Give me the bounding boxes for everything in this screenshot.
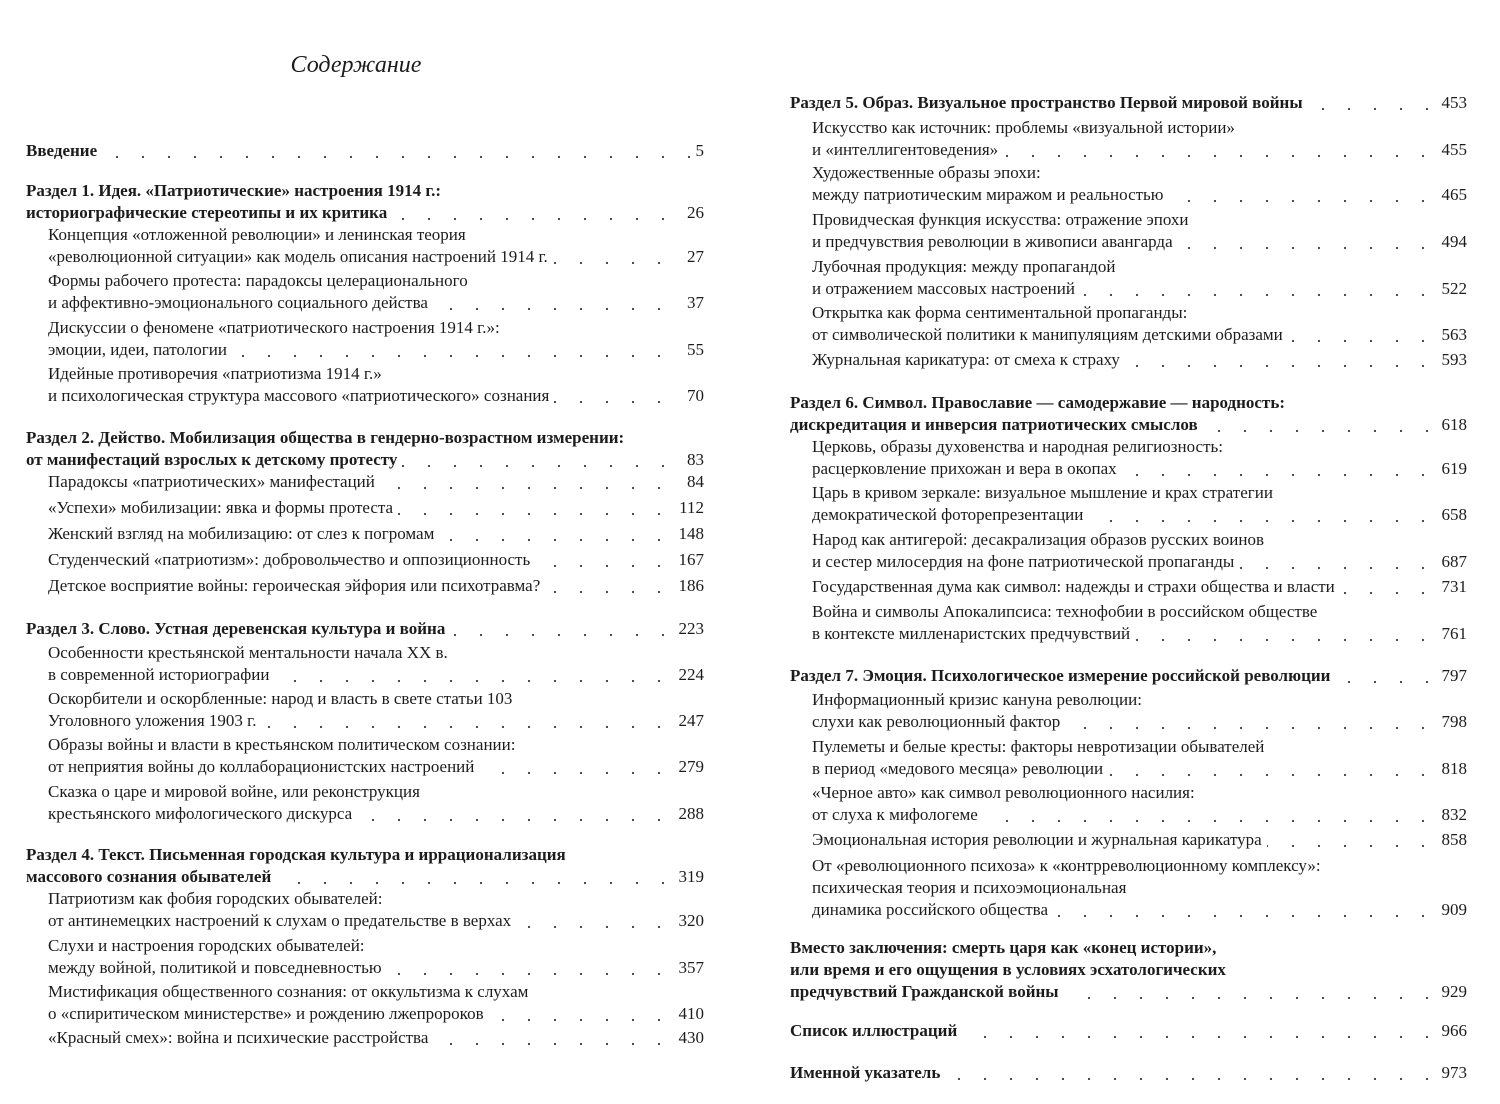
toc-entry-title: между войной, политикой и повседневностью: [48, 957, 387, 979]
toc-page-number: 818: [1436, 758, 1468, 780]
toc-entry-title: в современной историографии: [48, 664, 274, 686]
toc-entry-line: [790, 981, 1467, 1003]
toc-page-number: 563: [1436, 324, 1468, 346]
toc-entry-title: и «интеллигентоведения»: [812, 139, 1003, 161]
toc-entry-line: [48, 664, 704, 686]
page-title: Содержание: [290, 52, 422, 78]
toc-page-number: 465: [1436, 184, 1468, 206]
toc-entry-line: [812, 576, 1467, 598]
toc-entry-title: Художественные образы эпохи:: [812, 162, 1046, 184]
toc-entry-line: [812, 529, 1467, 551]
toc-entry-title: Раздел 3. Слово. Устная деревенская культура и война: [26, 618, 450, 640]
toc-entry-line: [48, 910, 704, 932]
toc-entry-title: крестьянского мифологического дискурса: [48, 803, 357, 825]
toc-page-number: 319: [673, 866, 705, 888]
toc-page-number: 929: [1436, 981, 1468, 1003]
toc-entry-line: [48, 575, 704, 597]
toc-entry-line: [812, 804, 1467, 826]
toc-entry-line: [48, 756, 704, 778]
toc-page-number: 5: [690, 140, 705, 162]
toc-entry-title: от символической политики к манипуляциям детскими образами: [812, 324, 1288, 346]
toc-page-number: 247: [673, 710, 705, 732]
toc-page-number: 223: [673, 618, 705, 640]
toc-entry-line: [26, 866, 704, 888]
toc-page-number: 453: [1436, 92, 1468, 114]
toc-entry-line: [48, 339, 704, 361]
toc-page-number: 357: [673, 957, 705, 979]
toc-entry-line: [812, 349, 1467, 371]
toc-entry-title: Раздел 7. Эмоция. Психологическое измерение российской революции: [790, 665, 1335, 687]
toc-page-number: 288: [673, 803, 705, 825]
toc-entry-title: массового сознания обывателей: [26, 866, 276, 888]
toc-entry-line: [812, 758, 1467, 780]
toc-entry-title: Список иллюстраций: [790, 1020, 962, 1042]
toc-entry-title: Дискуссии о феномене «патриотического настроения 1914 г.»:: [48, 317, 505, 339]
toc-entry-line: [812, 139, 1467, 161]
toc-entry-line: [48, 935, 704, 957]
toc-entry-title: Раздел 4. Текст. Письменная городская культура и иррационализация: [26, 844, 571, 866]
toc-entry-title: слухи как революционный фактор: [812, 711, 1065, 733]
toc-page-number: 27: [681, 246, 704, 268]
toc-entry-title: Пулеметы и белые кресты: факторы невротизации обывателей: [812, 736, 1269, 758]
toc-entry-line: [812, 736, 1467, 758]
toc-entry-line: [48, 270, 704, 292]
toc-page-number: 455: [1436, 139, 1468, 161]
toc-entry-line: [790, 665, 1467, 687]
toc-entry-title: эмоции, идеи, патологии: [48, 339, 232, 361]
toc-entry-title: дискредитация и инверсия патриотических смыслов: [790, 414, 1203, 436]
toc-entry-line: [812, 209, 1467, 231]
toc-entry-line: [790, 1062, 1467, 1084]
toc-page-number: 83: [681, 449, 704, 471]
toc-entry-title: «Черное авто» как символ революционного насилия:: [812, 782, 1200, 804]
toc-entry-title: от манифестаций взрослых к детскому протесту: [26, 449, 402, 471]
toc-entry-line: [48, 497, 704, 519]
toc-entry-line: [812, 877, 1467, 899]
toc-page-number: 26: [681, 202, 704, 224]
toc-entry-line: [812, 324, 1467, 346]
toc-page-number: 410: [673, 1003, 705, 1025]
toc-page-number: 858: [1436, 829, 1468, 851]
toc-entry-title: Идейные противоречия «патриотизма 1914 г.»: [48, 363, 387, 385]
toc-entry-title: «Успехи» мобилизации: явка и формы протеста: [48, 497, 398, 519]
toc-entry-title: Уголовного уложения 1903 г.: [48, 710, 261, 732]
toc-entry-line: [48, 1003, 704, 1025]
toc-entry-title: Детское восприятие войны: героическая эйфория или психотравма?: [48, 575, 545, 597]
toc-entry-title: Слухи и настроения городских обывателей:: [48, 935, 370, 957]
toc-entry-title: Студенческий «патриотизм»: добровольчество и оппозиционность: [48, 549, 535, 571]
toc-entry-line: [48, 688, 704, 710]
toc-entry-line: [48, 888, 704, 910]
toc-page-number: 619: [1436, 458, 1468, 480]
toc-entry-line: [812, 162, 1467, 184]
toc-entry-line: [48, 317, 704, 339]
toc-entry-title: Информационный кризис кануна революции:: [812, 689, 1147, 711]
toc-entry-line: [812, 601, 1467, 623]
toc-entry-title: динамика российского общества: [812, 899, 1053, 921]
toc-entry-title: Государственная дума как символ: надежды и страхи общества и власти: [812, 576, 1340, 598]
toc-entry-title: или время и его ощущения в условиях эсхатологических: [790, 959, 1231, 981]
toc-entry-line: [48, 471, 704, 493]
toc-entry-line: [812, 551, 1467, 573]
toc-entry-line: [812, 231, 1467, 253]
toc-entry-title: Царь в кривом зеркале: визуальное мышление и крах стратегии: [812, 482, 1278, 504]
toc-entry-title: предчувствий Гражданской войны: [790, 981, 1064, 1003]
toc-entry-title: от антинемецких настроений к слухам о предательстве в верхах: [48, 910, 516, 932]
toc-entry-title: Церковь, образы духовенства и народная религиозность:: [812, 436, 1228, 458]
toc-entry-title: расцерковление прихожан и вера в окопах: [812, 458, 1122, 480]
toc-entry-line: [790, 392, 1467, 414]
toc-entry-title: в контексте милленаристских предчувствий: [812, 623, 1135, 645]
toc-entry-title: Раздел 2. Действо. Мобилизация общества в гендерно-возрастном измерении:: [26, 427, 629, 449]
toc-entry-line: [48, 363, 704, 385]
toc-entry-line: [48, 981, 704, 1003]
toc-entry-title: Вместо заключения: смерть царя как «конец истории»,: [790, 937, 1221, 959]
toc-entry-line: [812, 256, 1467, 278]
toc-entry-line: [48, 803, 704, 825]
toc-entry-title: от неприятия войны до коллаборационистских настроений: [48, 756, 479, 778]
toc-page-number: 798: [1436, 711, 1468, 733]
toc-entry-title: Журнальная карикатура: от смеха к страху: [812, 349, 1125, 371]
toc-page-number: 279: [673, 756, 705, 778]
toc-entry-title: От «революционного психоза» к «контрреволюционному комплексу»:: [812, 855, 1326, 877]
toc-page-number: 909: [1436, 899, 1468, 921]
toc-page-number: 797: [1436, 665, 1468, 687]
toc-entry-line: [790, 414, 1467, 436]
toc-entry-line: [48, 549, 704, 571]
toc-entry-title: Патриотизм как фобия городских обывателей:: [48, 888, 387, 910]
toc-entry-title: Война и символы Апокалипсиса: технофобии в российском обществе: [812, 601, 1322, 623]
toc-entry-title: Оскорбители и оскорбленные: народ и власть в свете статьи 103: [48, 688, 517, 710]
toc-entry-title: в период «медового месяца» революции: [812, 758, 1108, 780]
toc-page-number: 55: [681, 339, 704, 361]
toc-entry-line: [48, 292, 704, 314]
toc-entry-title: и отражением массовых настроений: [812, 278, 1080, 300]
toc-entry-line: [48, 224, 704, 246]
toc-page-number: 522: [1436, 278, 1468, 300]
toc-entry-line: [812, 623, 1467, 645]
toc-entry-line: [26, 180, 704, 202]
toc-entry-line: [26, 449, 704, 471]
toc-entry-line: [48, 642, 704, 664]
toc-entry-title: Мистификация общественного сознания: от оккультизма к слухам: [48, 981, 533, 1003]
toc-entry-line: [790, 1020, 1467, 1042]
toc-entry-line: [812, 689, 1467, 711]
toc-page-number: 167: [673, 549, 705, 571]
toc-entry-title: Раздел 1. Идея. «Патриотические» настроения 1914 г.:: [26, 180, 446, 202]
toc-page-number: 731: [1436, 576, 1468, 598]
toc-entry-line: [812, 855, 1467, 877]
toc-entry-line: [48, 246, 704, 268]
toc-page-number: 112: [673, 497, 704, 519]
toc-entry-title: Формы рабочего протеста: парадоксы целерационального: [48, 270, 473, 292]
toc-page-number: 832: [1436, 804, 1468, 826]
toc-entry-line: [812, 829, 1467, 851]
toc-entry-title: Женский взгляд на мобилизацию: от слез к погромам: [48, 523, 439, 545]
toc-entry-line: [48, 523, 704, 545]
toc-entry-title: Раздел 5. Образ. Визуальное пространство Первой мировой войны: [790, 92, 1308, 114]
toc-page-number: 618: [1436, 414, 1468, 436]
toc-entry-line: [812, 711, 1467, 733]
toc-page-number: 224: [673, 664, 705, 686]
toc-entry-title: историографические стереотипы и их критика: [26, 202, 392, 224]
toc-entry-line: [812, 504, 1467, 526]
toc-entry-line: [790, 92, 1467, 114]
toc-entry-line: [812, 458, 1467, 480]
toc-page-number: 37: [681, 292, 704, 314]
toc-page-number: 430: [673, 1027, 705, 1049]
toc-page-number: 973: [1436, 1062, 1468, 1084]
toc-entry-line: [812, 278, 1467, 300]
toc-page-number: 658: [1436, 504, 1468, 526]
toc-entry-line: [48, 781, 704, 803]
toc-entry-title: Введение: [26, 140, 102, 162]
toc-entry-line: [48, 957, 704, 979]
toc-entry-line: [48, 1027, 704, 1049]
toc-entry-line: [26, 844, 704, 866]
toc-entry-line: [812, 302, 1467, 324]
toc-entry-title: Образы войны и власти в крестьянском политическом сознании:: [48, 734, 520, 756]
toc-entry-line: [790, 959, 1467, 981]
toc-entry-line: [790, 937, 1467, 959]
toc-page-number: 84: [681, 471, 704, 493]
toc-entry-line: [48, 734, 704, 756]
toc-page-number: 966: [1436, 1020, 1468, 1042]
toc-entry-line: [26, 427, 704, 449]
toc-entry-title: «Красный смех»: война и психические расстройства: [48, 1027, 433, 1049]
toc-entry-title: и аффективно-эмоционального социального действа: [48, 292, 433, 314]
toc-entry-title: Открытка как форма сентиментальной пропаганды:: [812, 302, 1192, 324]
toc-page-number: 494: [1436, 231, 1468, 253]
toc-entry-line: [48, 710, 704, 732]
toc-entry-title: от слуха к мифологеме: [812, 804, 983, 826]
toc-entry-title: Парадоксы «патриотических» манифестаций: [48, 471, 380, 493]
toc-entry-title: и сестер милосердия на фоне патриотической пропаганды: [812, 551, 1239, 573]
toc-entry-line: [26, 202, 704, 224]
toc-entry-line: [812, 117, 1467, 139]
toc-entry-title: и предчувствия революции в живописи авангарда: [812, 231, 1178, 253]
toc-page-number: 593: [1436, 349, 1468, 371]
toc-entry-title: Провидческая функция искусства: отражение эпохи: [812, 209, 1194, 231]
toc-entry-line: [812, 436, 1467, 458]
toc-entry-line: [812, 482, 1467, 504]
toc-entry-title: Особенности крестьянской ментальности начала XX в.: [48, 642, 453, 664]
toc-entry-line: [812, 782, 1467, 804]
toc-entry-title: «революционной ситуации» как модель описания настроений 1914 г.: [48, 246, 553, 268]
toc-entry-line: [26, 618, 704, 640]
toc-page-number: 148: [673, 523, 705, 545]
toc-entry-title: Раздел 6. Символ. Православие — самодержавие — народность:: [790, 392, 1290, 414]
toc-page-number: 761: [1436, 623, 1468, 645]
toc-entry-title: и психологическая структура массового «патриотического» сознания: [48, 385, 554, 407]
toc-entry-line: [812, 184, 1467, 206]
toc-page-number: 70: [681, 385, 704, 407]
toc-entry-title: Именной указатель: [790, 1062, 945, 1084]
toc-page-number: 320: [673, 910, 705, 932]
toc-entry-title: Эмоциональная история революции и журнальная карикатура: [812, 829, 1267, 851]
toc-entry-title: демократической фоторепрезентации: [812, 504, 1088, 526]
toc-entry-title: Концепция «отложенной революции» и ленинская теория: [48, 224, 471, 246]
toc-entry-title: Лубочная продукция: между пропагандой: [812, 256, 1120, 278]
toc-page-number: 186: [673, 575, 705, 597]
toc-entry-title: Сказка о царе и мировой войне, или реконструкция: [48, 781, 425, 803]
toc-entry-line: [48, 385, 704, 407]
toc-entry-title: Искусство как источник: проблемы «визуальной истории»: [812, 117, 1240, 139]
toc-entry-line: [812, 899, 1467, 921]
toc-entry-title: о «спиритическом министерстве» и рождению лжепророков: [48, 1003, 489, 1025]
toc-entry-title: Народ как антигерой: десакрализация образов русских воинов: [812, 529, 1269, 551]
toc-page-number: 687: [1436, 551, 1468, 573]
toc-entry-line: [26, 140, 704, 162]
toc-entry-title: между патриотическим миражом и реальностью: [812, 184, 1169, 206]
toc-entry-title: психическая теория и психоэмоциональная: [812, 877, 1131, 899]
